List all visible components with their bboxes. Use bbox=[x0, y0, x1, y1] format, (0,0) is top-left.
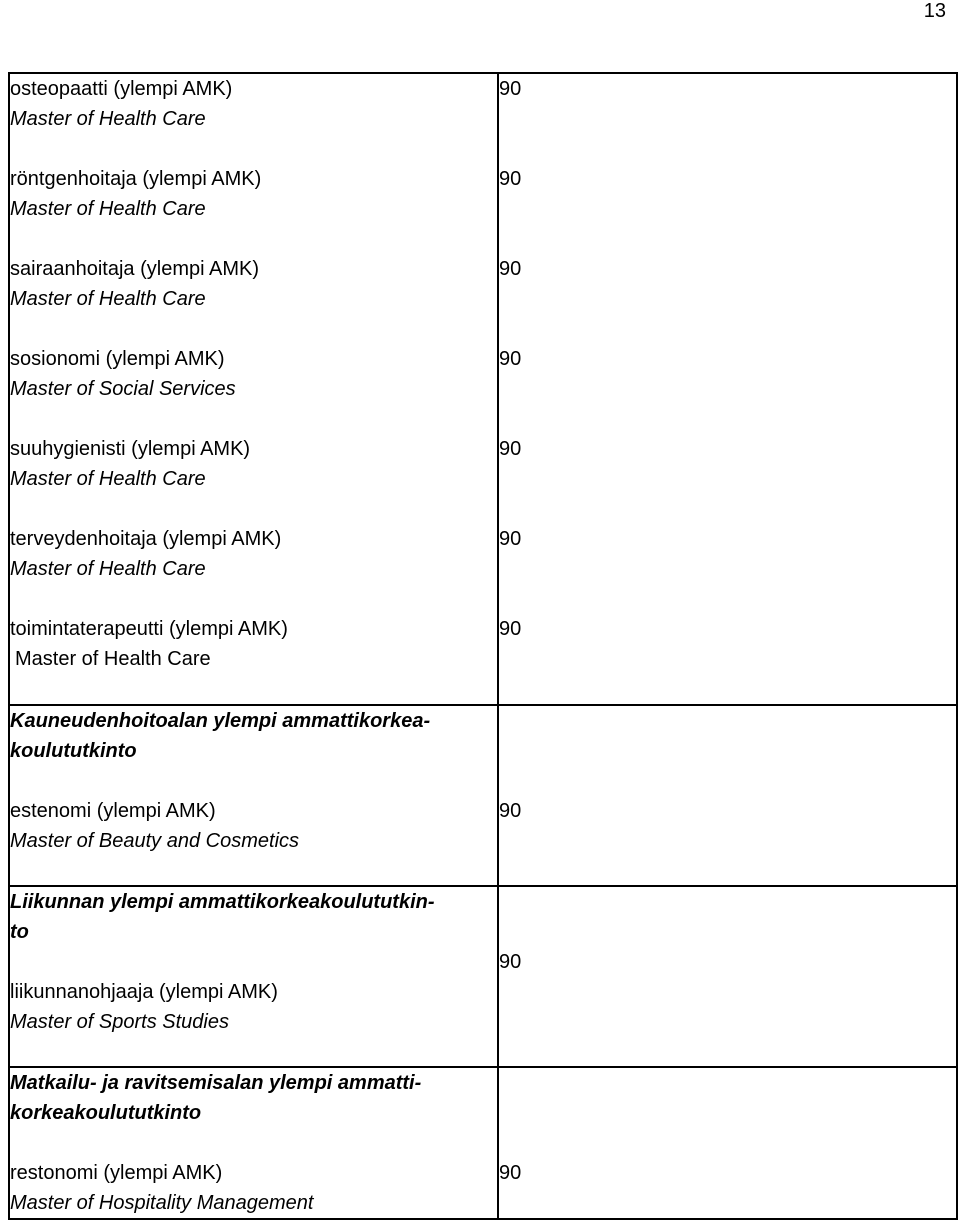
degree-entry bbox=[10, 524, 497, 614]
section-cell-hospitality bbox=[9, 1067, 498, 1219]
degree-title-en: Master of Health Care bbox=[10, 288, 206, 310]
section-heading: koulututkinto bbox=[10, 740, 137, 762]
degree-title-en: Master of Hospitality Management bbox=[10, 1192, 314, 1214]
degree-title-en: Master of Health Care bbox=[10, 558, 206, 580]
degree-title-en: Master of Beauty and Cosmetics bbox=[10, 830, 300, 852]
table-row-health-degrees bbox=[9, 73, 957, 705]
degree-entry bbox=[10, 434, 497, 524]
degree-title-en: Master of Health Care bbox=[10, 108, 206, 130]
credits-value: 90 bbox=[499, 258, 522, 280]
degree-title-fi: terveydenhoitaja (ylempi AMK) bbox=[10, 528, 282, 550]
credits-value: 90 bbox=[499, 438, 522, 460]
section-cell-beauty bbox=[9, 705, 498, 886]
degree-title-fi: sairaanhoitaja (ylempi AMK) bbox=[10, 258, 259, 280]
credits-cell bbox=[498, 73, 957, 705]
credits-cell bbox=[498, 1067, 957, 1219]
section-heading: to bbox=[10, 921, 29, 943]
table-row-sports bbox=[9, 886, 957, 1067]
degree-title-fi: sosionomi (ylempi AMK) bbox=[10, 348, 225, 370]
degree-names-cell bbox=[9, 73, 498, 705]
degree-title-fi: osteopaatti (ylempi AMK) bbox=[10, 78, 233, 100]
degree-table bbox=[8, 72, 958, 1220]
credits-value: 90 bbox=[499, 78, 522, 100]
table-row-beauty bbox=[9, 705, 957, 886]
credits-cell bbox=[498, 705, 957, 886]
degree-title-en: Master of Health Care bbox=[15, 648, 211, 670]
section-heading: Kauneudenhoitoalan ylempi ammattikorkea- bbox=[10, 710, 431, 732]
degree-title-fi: röntgenhoitaja (ylempi AMK) bbox=[10, 168, 262, 190]
degree-title-fi: estenomi (ylempi AMK) bbox=[10, 800, 216, 822]
degree-entry bbox=[10, 344, 497, 434]
credits-value: 90 bbox=[499, 528, 522, 550]
degree-title-fi: restonomi (ylempi AMK) bbox=[10, 1162, 223, 1184]
degree-entry bbox=[10, 254, 497, 344]
degree-title-en: Master of Sports Studies bbox=[10, 1011, 229, 1033]
credits-value: 90 bbox=[499, 618, 522, 640]
section-heading: korkeakoulututkinto bbox=[10, 1102, 202, 1124]
section-heading: Liikunnan ylempi ammattikorkeakoulututkin- bbox=[10, 891, 435, 913]
section-heading: Matkailu- ja ravitsemisalan ylempi ammatti- bbox=[10, 1072, 422, 1094]
degree-title-fi: liikunnanohjaaja (ylempi AMK) bbox=[10, 981, 278, 1003]
page-number: 13 bbox=[923, 0, 946, 22]
credits-value: 90 bbox=[499, 800, 522, 822]
credits-cell bbox=[498, 886, 957, 1067]
degree-entry bbox=[10, 74, 497, 164]
degree-title-fi: toimintaterapeutti (ylempi AMK) bbox=[10, 618, 288, 640]
credits-value: 90 bbox=[499, 951, 522, 973]
credits-value: 90 bbox=[499, 168, 522, 190]
credits-value: 90 bbox=[499, 1162, 522, 1184]
degree-title-en: Master of Social Services bbox=[10, 378, 236, 400]
table-row-hospitality bbox=[9, 1067, 957, 1219]
section-cell-sports bbox=[9, 886, 498, 1067]
degree-entry bbox=[10, 164, 497, 254]
degree-entry bbox=[10, 614, 497, 704]
degree-title-fi: suuhygienisti (ylempi AMK) bbox=[10, 438, 251, 460]
credits-value: 90 bbox=[499, 348, 522, 370]
degree-title-en: Master of Health Care bbox=[10, 198, 206, 220]
degree-title-en: Master of Health Care bbox=[10, 468, 206, 490]
